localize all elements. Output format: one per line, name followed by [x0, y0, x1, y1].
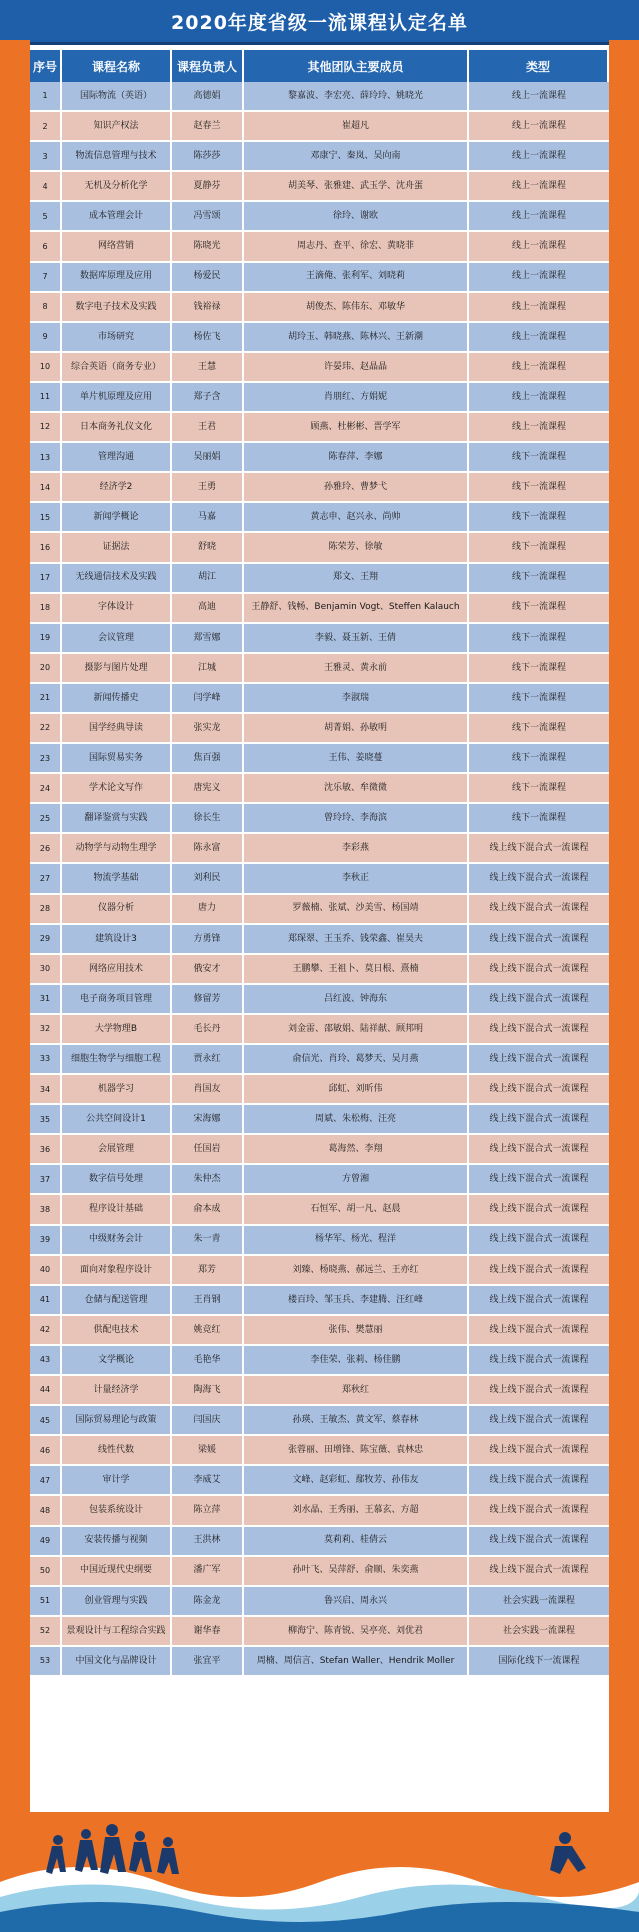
course-type: 线上一流课程 — [469, 263, 609, 293]
course-type: 线上线下混合式一流课程 — [469, 955, 609, 985]
course-name: 包装系统设计 — [62, 1496, 172, 1526]
course-lead: 夏静芬 — [172, 172, 244, 202]
row-index: 9 — [30, 323, 62, 353]
row-index: 21 — [30, 684, 62, 714]
course-type: 社会实践一流课程 — [469, 1587, 609, 1617]
team-members: 王伟、姜晓蔓 — [244, 744, 469, 774]
team-members: 周斌、朱松梅、汪亮 — [244, 1105, 469, 1135]
course-lead: 谢华春 — [172, 1617, 244, 1647]
course-lead: 修留芳 — [172, 985, 244, 1015]
team-members: 刘臻、杨晓燕、郝远兰、王亦红 — [244, 1256, 469, 1286]
row-index: 29 — [30, 925, 62, 955]
course-lead: 陈晓光 — [172, 232, 244, 262]
course-name: 创业管理与实践 — [62, 1587, 172, 1617]
course-type: 线上线下混合式一流课程 — [469, 834, 609, 864]
course-lead: 郑芳 — [172, 1256, 244, 1286]
row-index: 3 — [30, 142, 62, 172]
course-name: 文学概论 — [62, 1346, 172, 1376]
team-members: 胡玲玉、韩晓燕、陈林兴、王新潮 — [244, 323, 469, 353]
course-lead: 刘利民 — [172, 864, 244, 894]
team-members: 葛海然、李翔 — [244, 1135, 469, 1165]
course-lead: 徐长生 — [172, 804, 244, 834]
course-name: 无线通信技术及实践 — [62, 564, 172, 594]
team-members: 王雅灵、黄永前 — [244, 654, 469, 684]
course-type: 线上线下混合式一流课程 — [469, 1346, 609, 1376]
course-type: 线上线下混合式一流课程 — [469, 1286, 609, 1316]
course-name: 电子商务项目管理 — [62, 985, 172, 1015]
row-index: 43 — [30, 1346, 62, 1376]
team-members: 陈荣芳、徐敏 — [244, 533, 469, 563]
team-members: 罗薇楠、张斌、沙美雪、杨国靖 — [244, 895, 469, 925]
course-type: 社会实践一流课程 — [469, 1617, 609, 1647]
course-name: 线性代数 — [62, 1436, 172, 1466]
row-index: 27 — [30, 864, 62, 894]
course-lead: 梁媛 — [172, 1436, 244, 1466]
course-type: 线上一流课程 — [469, 82, 609, 112]
course-type: 线下一流课程 — [469, 443, 609, 473]
course-name: 会展管理 — [62, 1135, 172, 1165]
row-index: 23 — [30, 744, 62, 774]
course-name: 中国文化与品牌设计 — [62, 1647, 172, 1677]
course-name: 景观设计与工程综合实践 — [62, 1617, 172, 1647]
row-index: 42 — [30, 1316, 62, 1346]
row-index: 13 — [30, 443, 62, 473]
team-members: 徐玲、谢欧 — [244, 202, 469, 232]
course-lead: 陈永富 — [172, 834, 244, 864]
row-index: 37 — [30, 1165, 62, 1195]
course-lead: 冯雪颂 — [172, 202, 244, 232]
row-index: 10 — [30, 353, 62, 383]
course-name: 面向对象程序设计 — [62, 1256, 172, 1286]
course-lead: 贾永红 — [172, 1045, 244, 1075]
course-type: 线上线下混合式一流课程 — [469, 1075, 609, 1105]
course-lead: 马嘉 — [172, 503, 244, 533]
course-name: 成本管理会计 — [62, 202, 172, 232]
course-type: 线下一流课程 — [469, 503, 609, 533]
course-type: 线下一流课程 — [469, 594, 609, 624]
course-name: 仪器分析 — [62, 895, 172, 925]
course-lead: 陈金龙 — [172, 1587, 244, 1617]
course-type: 线上一流课程 — [469, 172, 609, 202]
team-members: 王静舒、钱畅、Benjamin Vogt、Steffen Kalauch — [244, 594, 469, 624]
team-members: 李毅、聂玉新、王倩 — [244, 624, 469, 654]
course-lead: 杨爱民 — [172, 263, 244, 293]
course-type: 线下一流课程 — [469, 564, 609, 594]
course-lead: 姚竞红 — [172, 1316, 244, 1346]
course-name: 综合英语（商务专业） — [62, 353, 172, 383]
team-members: 刘金雷、邵敏娟、陆祥献、顾邦明 — [244, 1015, 469, 1045]
team-members: 王鹏攀、王祖卜、莫日根、熹楠 — [244, 955, 469, 985]
course-type: 线下一流课程 — [469, 473, 609, 503]
row-index: 6 — [30, 232, 62, 262]
team-members: 王滴俺、张利军、刘晓莉 — [244, 263, 469, 293]
course-lead: 陶海飞 — [172, 1376, 244, 1406]
course-name: 数字电子技术及实践 — [62, 293, 172, 323]
course-lead: 张宜平 — [172, 1647, 244, 1677]
team-members: 石恒军、胡一凡、赵晨 — [244, 1195, 469, 1225]
page-title: 2020年度省级一流课程认定名单 — [171, 11, 468, 34]
course-type: 线上线下混合式一流课程 — [469, 985, 609, 1015]
course-lead: 王勇 — [172, 473, 244, 503]
course-name: 国际贸易理论与政策 — [62, 1406, 172, 1436]
course-lead: 江城 — [172, 654, 244, 684]
course-type: 线上线下混合式一流课程 — [469, 1105, 609, 1135]
course-name: 新闻传播史 — [62, 684, 172, 714]
course-type: 线上一流课程 — [469, 383, 609, 413]
row-index: 33 — [30, 1045, 62, 1075]
course-type: 线下一流课程 — [469, 804, 609, 834]
row-index: 8 — [30, 293, 62, 323]
course-lead: 闫学峰 — [172, 684, 244, 714]
row-index: 7 — [30, 263, 62, 293]
course-name: 数字信号处理 — [62, 1165, 172, 1195]
course-lead: 唐力 — [172, 895, 244, 925]
team-members: 孙雅玲、曹梦弋 — [244, 473, 469, 503]
course-name: 动物学与动物生理学 — [62, 834, 172, 864]
course-lead: 肖国友 — [172, 1075, 244, 1105]
course-name: 物流信息管理与技术 — [62, 142, 172, 172]
course-type: 线下一流课程 — [469, 654, 609, 684]
team-members: 李淑瑞 — [244, 684, 469, 714]
team-members: 邓康宁、秦岚、吴向南 — [244, 142, 469, 172]
team-members: 文峰、赵彩虹、鄢牧芳、孙伟友 — [244, 1466, 469, 1496]
course-lead: 焦百强 — [172, 744, 244, 774]
team-members: 张伟、樊慧丽 — [244, 1316, 469, 1346]
row-index: 18 — [30, 594, 62, 624]
course-lead: 王君 — [172, 413, 244, 443]
team-members: 柳海宁、陈青锐、吴亭亮、刘优君 — [244, 1617, 469, 1647]
course-type: 线上一流课程 — [469, 353, 609, 383]
team-members: 吕红波、钟海东 — [244, 985, 469, 1015]
course-lead: 胡江 — [172, 564, 244, 594]
row-index: 24 — [30, 774, 62, 804]
course-type: 线上线下混合式一流课程 — [469, 1195, 609, 1225]
title-bar — [0, 0, 639, 45]
course-name: 新闻学概论 — [62, 503, 172, 533]
course-type: 线上一流课程 — [469, 112, 609, 142]
course-type: 线上线下混合式一流课程 — [469, 864, 609, 894]
team-members: 胡菁娟、孙敏明 — [244, 714, 469, 744]
course-lead: 王慧 — [172, 353, 244, 383]
course-lead: 王肖钢 — [172, 1286, 244, 1316]
row-index: 38 — [30, 1195, 62, 1225]
course-type: 线上一流课程 — [469, 413, 609, 443]
row-index: 11 — [30, 383, 62, 413]
team-members: 郑秋红 — [244, 1376, 469, 1406]
team-members: 俞信光、肖玲、葛梦天、吴月燕 — [244, 1045, 469, 1075]
team-members: 楼百玲、邹玉兵、李建腾、汪红峰 — [244, 1286, 469, 1316]
course-lead: 潘广军 — [172, 1557, 244, 1587]
row-index: 5 — [30, 202, 62, 232]
team-members: 杨华军、杨光、程洋 — [244, 1226, 469, 1256]
row-index: 28 — [30, 895, 62, 925]
team-members: 曾玲玲、李海滨 — [244, 804, 469, 834]
header-course-name: 课程名称 — [62, 50, 172, 82]
course-table — [30, 50, 609, 1677]
course-lead: 毛艳华 — [172, 1346, 244, 1376]
row-index: 15 — [30, 503, 62, 533]
row-index: 47 — [30, 1466, 62, 1496]
team-members: 孙瑛、王敏杰、黄文军、蔡春林 — [244, 1406, 469, 1436]
course-type: 国际化线下一流课程 — [469, 1647, 609, 1677]
course-type: 线上线下混合式一流课程 — [469, 1466, 609, 1496]
orange-right-border — [609, 40, 639, 1932]
footer-decoration — [0, 1812, 639, 1932]
course-name: 无机及分析化学 — [62, 172, 172, 202]
course-type: 线上一流课程 — [469, 323, 609, 353]
course-name: 翻译鉴赏与实践 — [62, 804, 172, 834]
course-name: 物流学基础 — [62, 864, 172, 894]
team-members: 黄志申、赵兴永、尚帅 — [244, 503, 469, 533]
team-members: 胡俊杰、陈伟东、邓敏华 — [244, 293, 469, 323]
row-index: 30 — [30, 955, 62, 985]
team-members: 莫莉莉、桂倩云 — [244, 1527, 469, 1557]
team-members: 郑琛翠、王玉乔、钱荣鑫、崔昊夫 — [244, 925, 469, 955]
course-lead: 宋海娜 — [172, 1105, 244, 1135]
row-index: 32 — [30, 1015, 62, 1045]
row-index: 41 — [30, 1286, 62, 1316]
course-type: 线下一流课程 — [469, 624, 609, 654]
course-name: 管理沟通 — [62, 443, 172, 473]
course-name: 细胞生物学与细胞工程 — [62, 1045, 172, 1075]
course-type: 线上线下混合式一流课程 — [469, 1527, 609, 1557]
course-type: 线上线下混合式一流课程 — [469, 1496, 609, 1526]
course-type: 线下一流课程 — [469, 744, 609, 774]
course-name: 审计学 — [62, 1466, 172, 1496]
course-lead: 闫国庆 — [172, 1406, 244, 1436]
team-members: 沈乐敏、牟微微 — [244, 774, 469, 804]
course-type: 线上线下混合式一流课程 — [469, 1406, 609, 1436]
course-type: 线上线下混合式一流课程 — [469, 1045, 609, 1075]
row-index: 31 — [30, 985, 62, 1015]
row-index: 22 — [30, 714, 62, 744]
course-type: 线上线下混合式一流课程 — [469, 1165, 609, 1195]
header-team-members: 其他团队主要成员 — [244, 50, 469, 82]
team-members: 崔超凡 — [244, 112, 469, 142]
row-index: 16 — [30, 533, 62, 563]
course-type: 线上线下混合式一流课程 — [469, 1015, 609, 1045]
course-lead: 郑雪娜 — [172, 624, 244, 654]
course-name: 单片机原理及应用 — [62, 383, 172, 413]
team-members: 张蓉丽、田增锋、陈宝薇、袁林忠 — [244, 1436, 469, 1466]
course-name: 大学物理B — [62, 1015, 172, 1045]
row-index: 45 — [30, 1406, 62, 1436]
course-name: 网络应用技术 — [62, 955, 172, 985]
team-members: 李佳荣、张莉、杨佳鹏 — [244, 1346, 469, 1376]
team-members: 陈春萍、李娜 — [244, 443, 469, 473]
row-index: 50 — [30, 1557, 62, 1587]
row-index: 35 — [30, 1105, 62, 1135]
course-name: 供配电技术 — [62, 1316, 172, 1346]
team-members: 郑文、王翔 — [244, 564, 469, 594]
team-members: 邱虹、刘昕伟 — [244, 1075, 469, 1105]
course-type: 线上线下混合式一流课程 — [469, 1316, 609, 1346]
team-members: 肖朋红、方娟妮 — [244, 383, 469, 413]
row-index: 26 — [30, 834, 62, 864]
course-lead: 朱仲杰 — [172, 1165, 244, 1195]
header-type: 类型 — [469, 50, 609, 82]
course-name: 国学经典导读 — [62, 714, 172, 744]
row-index: 36 — [30, 1135, 62, 1165]
row-index: 14 — [30, 473, 62, 503]
team-members: 黎嘉波、李宏亮、薛玲玲、姚晓光 — [244, 82, 469, 112]
course-type: 线上一流课程 — [469, 293, 609, 323]
course-lead: 俞本成 — [172, 1195, 244, 1225]
course-lead: 钱裕禄 — [172, 293, 244, 323]
course-name: 日本商务礼仪文化 — [62, 413, 172, 443]
row-index: 19 — [30, 624, 62, 654]
team-members: 李彩燕 — [244, 834, 469, 864]
course-lead: 陈立萍 — [172, 1496, 244, 1526]
course-name: 市场研究 — [62, 323, 172, 353]
course-lead: 李威艾 — [172, 1466, 244, 1496]
team-members: 方曾湘 — [244, 1165, 469, 1195]
course-name: 中级财务会计 — [62, 1226, 172, 1256]
row-index: 39 — [30, 1226, 62, 1256]
row-index: 40 — [30, 1256, 62, 1286]
row-index: 25 — [30, 804, 62, 834]
course-type: 线上线下混合式一流课程 — [469, 895, 609, 925]
course-type: 线上一流课程 — [469, 232, 609, 262]
course-type: 线上线下混合式一流课程 — [469, 1376, 609, 1406]
row-index: 52 — [30, 1617, 62, 1647]
row-index: 53 — [30, 1647, 62, 1677]
course-type: 线下一流课程 — [469, 714, 609, 744]
row-index: 34 — [30, 1075, 62, 1105]
course-name: 网络营销 — [62, 232, 172, 262]
course-name: 经济学2 — [62, 473, 172, 503]
course-name: 安装传播与视频 — [62, 1527, 172, 1557]
course-lead: 王洪林 — [172, 1527, 244, 1557]
course-type: 线下一流课程 — [469, 533, 609, 563]
row-index: 17 — [30, 564, 62, 594]
course-type: 线上一流课程 — [469, 142, 609, 172]
row-index: 1 — [30, 82, 62, 112]
course-lead: 方勇锋 — [172, 925, 244, 955]
team-members: 周志丹、查平、徐宏、黄晓菲 — [244, 232, 469, 262]
course-lead: 赵春兰 — [172, 112, 244, 142]
course-type: 线上线下混合式一流课程 — [469, 1226, 609, 1256]
row-index: 48 — [30, 1496, 62, 1526]
row-index: 4 — [30, 172, 62, 202]
course-lead: 任国岩 — [172, 1135, 244, 1165]
course-lead: 郑子含 — [172, 383, 244, 413]
course-lead: 张实龙 — [172, 714, 244, 744]
course-type: 线下一流课程 — [469, 774, 609, 804]
course-name: 国际物流（英语） — [62, 82, 172, 112]
course-lead: 朱一青 — [172, 1226, 244, 1256]
course-type: 线上线下混合式一流课程 — [469, 1436, 609, 1466]
course-name: 国际贸易实务 — [62, 744, 172, 774]
header-lead: 课程负责人 — [172, 50, 244, 82]
course-name: 知识产权法 — [62, 112, 172, 142]
course-lead: 唐宪义 — [172, 774, 244, 804]
course-lead: 高迪 — [172, 594, 244, 624]
course-lead: 舒晓 — [172, 533, 244, 563]
course-name: 摄影与图片处理 — [62, 654, 172, 684]
course-type: 线上线下混合式一流课程 — [469, 925, 609, 955]
orange-left-border — [0, 40, 30, 1932]
course-type: 线上线下混合式一流课程 — [469, 1256, 609, 1286]
course-lead: 高德娟 — [172, 82, 244, 112]
team-members: 胡美琴、张雅建、武玉学、沈舟蛋 — [244, 172, 469, 202]
header-index: 序号 — [30, 50, 62, 82]
team-members: 李秋正 — [244, 864, 469, 894]
course-name: 程序设计基础 — [62, 1195, 172, 1225]
course-name: 证据法 — [62, 533, 172, 563]
row-index: 44 — [30, 1376, 62, 1406]
course-lead: 吴丽娟 — [172, 443, 244, 473]
team-members: 孙叶飞、吴萍舒、俞顺、朱奕燕 — [244, 1557, 469, 1587]
team-members: 顾燕、杜彬彬、晋学军 — [244, 413, 469, 443]
course-name: 公共空间设计1 — [62, 1105, 172, 1135]
team-members: 鲁兴启、周永兴 — [244, 1587, 469, 1617]
course-name: 建筑设计3 — [62, 925, 172, 955]
team-members: 刘水晶、王秀丽、王慕玄、方超 — [244, 1496, 469, 1526]
course-lead: 杨佐飞 — [172, 323, 244, 353]
row-index: 2 — [30, 112, 62, 142]
course-name: 会议管理 — [62, 624, 172, 654]
row-index: 49 — [30, 1527, 62, 1557]
course-name: 仓储与配送管理 — [62, 1286, 172, 1316]
row-index: 20 — [30, 654, 62, 684]
row-index: 12 — [30, 413, 62, 443]
course-type: 线下一流课程 — [469, 684, 609, 714]
course-name: 中国近现代史纲要 — [62, 1557, 172, 1587]
course-name: 学术论文写作 — [62, 774, 172, 804]
course-type: 线上线下混合式一流课程 — [469, 1135, 609, 1165]
course-lead: 俄安才 — [172, 955, 244, 985]
team-members: 许晏玮、赵晶晶 — [244, 353, 469, 383]
course-name: 机器学习 — [62, 1075, 172, 1105]
course-name: 数据库原理及应用 — [62, 263, 172, 293]
course-type: 线上线下混合式一流课程 — [469, 1557, 609, 1587]
row-index: 46 — [30, 1436, 62, 1466]
course-lead: 陈莎莎 — [172, 142, 244, 172]
row-index: 51 — [30, 1587, 62, 1617]
team-members: 周楠、周信言、Stefan Waller、Hendrik Moller — [244, 1647, 469, 1677]
course-name: 计量经济学 — [62, 1376, 172, 1406]
course-lead: 毛长丹 — [172, 1015, 244, 1045]
course-type: 线上一流课程 — [469, 202, 609, 232]
course-name: 字体设计 — [62, 594, 172, 624]
